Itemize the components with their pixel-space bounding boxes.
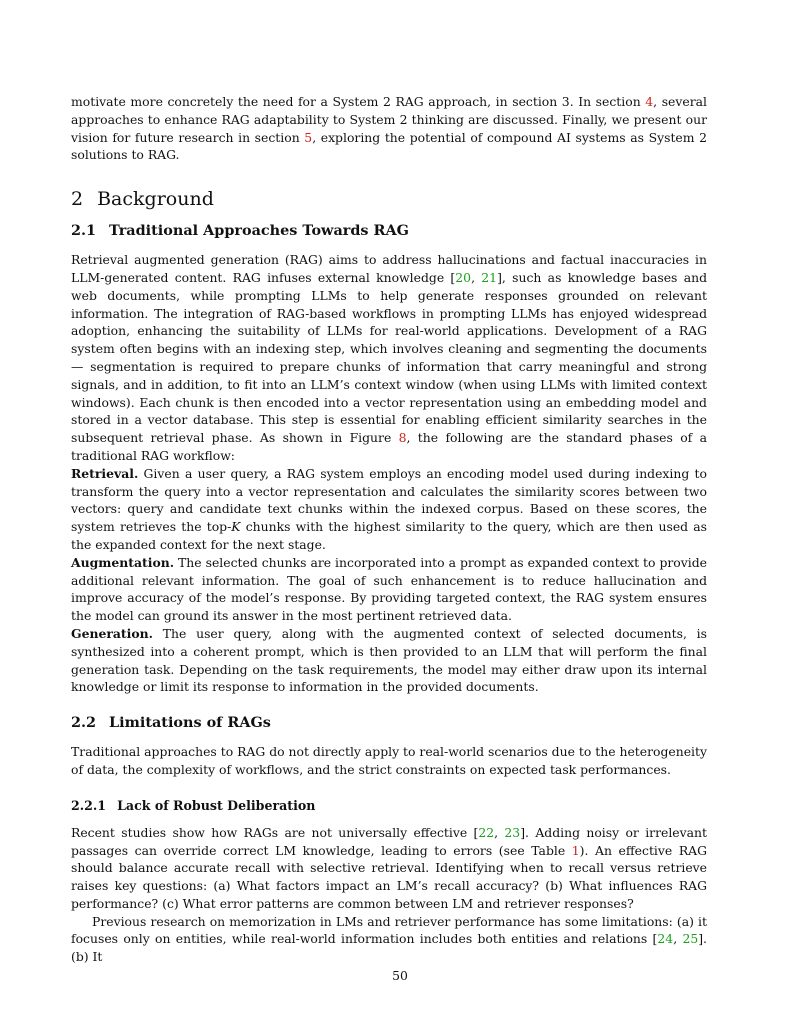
traditional-rag-paragraph: Retrieval augmented generation (RAG) aims to address hallucinations and factual inaccuracies in LLM-generated content. RAG infuses external knowledge [20, 21], such as knowledge bases and web documents, while prompting LLMs to help generate responses grounded on relevant information. The integration of RAG-based workflows in prompting LLMs has enjoyed widespread adoption, enhancing the suitability of LLMs for real-world applications. Development of a RAG system often begins with an indexing step, which involves cleaning and segmenting the documents — segmentation is required to prepare chunks of information that carry meaningful and strong signals, and in addition, to fit into an LLM’s context window (when using LLMs with limited context windows). Each chunk is then encoded into a vector representation using an embedding model and stored in a vector database. This step is essential for enabling efficient similarity searches in the subsequent retrieval phase. As shown in Figure 8, the following are the standard phases of a traditional RAG workflow:: [71, 252, 708, 463]
run-in-heading: Augmentation.: [71, 554, 175, 570]
memorization-paragraph: Previous research on memorization in LMs and retriever performance has some limitations: (a) it focuses only on entities, while real-world information includes both entities and relations [24, 25]. (b) It: [71, 913, 707, 965]
limitations-paragraph: Traditional approaches to RAG do not directly apply to real-world scenarios due to the heterogeneity of data, the complexity of workflows, and the strict constraints on expected task performances.: [71, 744, 707, 777]
generation-paragraph: Generation. The user query, along with the augmented context of selected documents, is synthesized into a coherent prompt, which is then provided to an LLM that will perform the final generation task. Depending on the task requirements, the model may either draw upon its internal knowledge or limit its response to information in the provided documents.: [71, 625, 707, 695]
table-ref-link[interactable]: 1: [571, 842, 580, 858]
section-heading-background: 2 Background: [71, 188, 214, 211]
citation-link[interactable]: 24: [657, 931, 674, 947]
citation-link[interactable]: 21: [481, 269, 498, 285]
paper-page: [71, 93, 707, 966]
citation-link[interactable]: 22: [478, 824, 495, 840]
citation-link[interactable]: 20: [455, 269, 472, 285]
augmentation-paragraph: Augmentation. The selected chunks are incorporated into a prompt as expanded context to provide additional relevant information. The goal of such enhancement is to reduce hallucination and improve accuracy of the model’s response. By providing targeted context, the RAG system ensures the model can ground its answer in the most pertinent retrieved data.: [71, 554, 707, 624]
deliberation-paragraph: Recent studies show how RAGs are not universally effective [22, 23]. Adding noisy or irrelevant passages can override correct LM knowledge, leading to errors (see Table 1). An effective RAG should balance accurate recall with selective retrieval. Identifying when to recall versus retrieve raises key questions: (a) What factors impact an LM’s recall accuracy? (b) What influences RAG performance? (c) What error patterns are common between LM and retriever responses?: [71, 824, 707, 911]
subsection-heading-traditional: 2.1 Traditional Approaches Towards RAG: [71, 222, 409, 240]
intro-paragraph: motivate more concretely the need for a System 2 RAG approach, in section 3. In section 4, several approaches to enhance RAG adaptability to System 2 thinking are discussed. Finally, we present our vision for future research in section 5, exploring the potential of compound AI systems as System 2 solutions to RAG.: [71, 94, 707, 163]
section-ref-link[interactable]: 5: [304, 129, 313, 145]
subsection-heading-limitations: 2.2 Limitations of RAGs: [71, 714, 271, 732]
section-ref-link[interactable]: 4: [645, 94, 654, 109]
citation-link[interactable]: 25: [682, 931, 699, 947]
run-in-heading: Generation.: [71, 625, 153, 641]
run-in-heading: Retrieval.: [71, 465, 139, 481]
math-variable: K: [231, 519, 241, 535]
subsubsection-heading-deliberation: 2.2.1 Lack of Robust Deliberation: [71, 797, 316, 813]
citation-link[interactable]: 23: [504, 824, 521, 840]
retrieval-paragraph: Retrieval. Given a user query, a RAG system employs an encoding model used during indexing to transform the query into a vector representation and calculates the similarity scores between two vectors: query and candidate text chunks within the indexed corpus. Based on these scores, the system retrieves the top-K chunks with the highest similarity to the query, which are then used as the expanded context for the next stage.: [71, 465, 707, 552]
page-number: 50: [392, 968, 408, 983]
figure-ref-link[interactable]: 8: [398, 430, 407, 446]
